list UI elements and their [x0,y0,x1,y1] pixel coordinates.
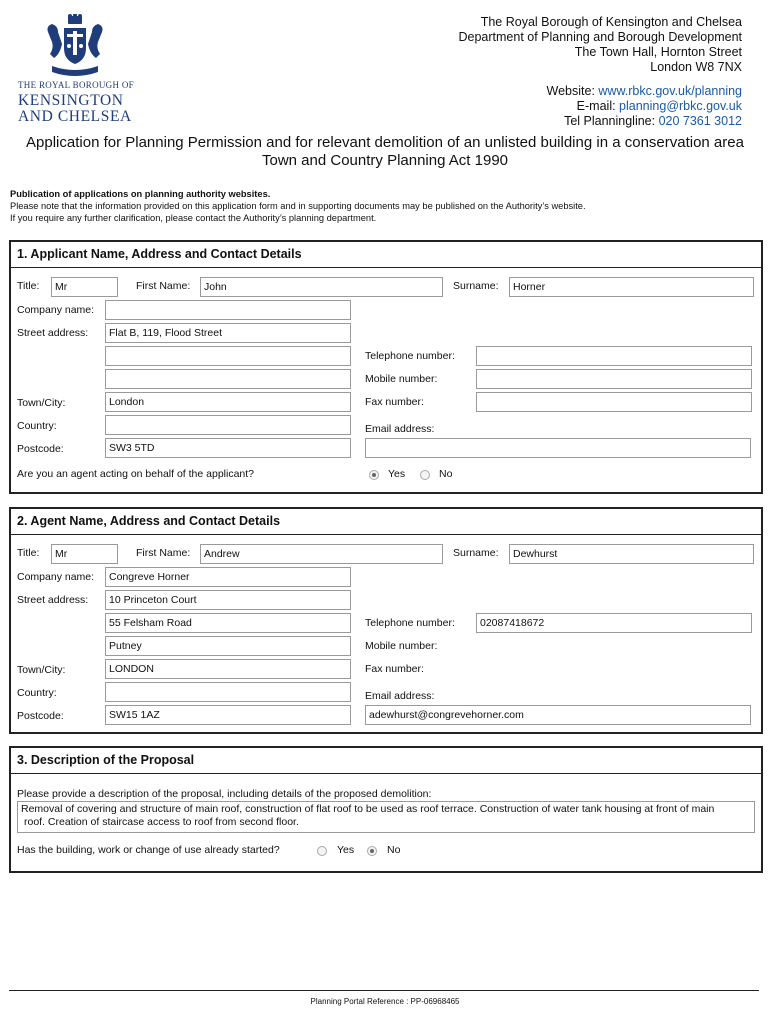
applicant-country-label: Country: [17,420,57,432]
agent-email-field[interactable]: adewhurst@congrevehorner.com [365,705,751,725]
tel-label: Tel Planningline: [564,114,659,128]
agent-yes-label: Yes [388,468,406,480]
address-line-4: London W8 7NX [650,60,742,74]
coat-of-arms-icon [44,14,106,80]
proposal-description-line-1: Removal of covering and structure of main roof, construction of flat roof to be used as roof terrace. Construction of water tank housing at front of main [21,803,715,815]
email-label: E-mail: [576,99,620,113]
applicant-title-field[interactable]: Mr [51,277,118,297]
form-title-line-1: Application for Planning Permission and for relevant demolition of an unlisted building in a conservation area [26,134,744,151]
council-contacts [547,84,742,129]
agent-town-label: Town/City: [17,664,66,676]
agent-company-label: Company name: [17,571,95,583]
agent-email-label: Email address: [365,690,435,702]
applicant-surname-label: Surname: [453,280,499,292]
logo-line-3: AND CHELSEA [18,108,132,125]
address-line-3: The Town Hall, Hornton Street [574,45,742,59]
website-link[interactable]: www.rbkc.gov.uk/planning [598,84,742,98]
agent-street-field-1[interactable]: 10 Princeton Court [105,590,351,610]
address-line-2: Department of Planning and Borough Development [458,30,742,44]
started-yes-radio[interactable] [317,846,327,856]
agent-first-name-label: First Name: [136,547,191,559]
applicant-fax-field[interactable] [476,392,752,412]
agent-question: Are you an agent acting on behalf of the applicant? [17,468,255,480]
footer-divider [9,990,759,991]
agent-telephone-field[interactable]: 02087418672 [476,613,752,633]
agent-surname-label: Surname: [453,547,499,559]
applicant-street-field-3[interactable] [105,369,351,389]
section-proposal [9,746,763,873]
publication-notice [10,188,586,224]
started-yes-label: Yes [337,844,355,856]
notice-line-2: If you require any further clarification, please contact the Authority’s planning department. [10,213,377,223]
email-link[interactable]: planning@rbkc.gov.uk [619,99,742,113]
website-label: Website: [546,84,599,98]
started-question: Has the building, work or change of use already started? [17,844,280,856]
agent-street-field-2[interactable]: 55 Felsham Road [105,613,351,633]
agent-mobile-label: Mobile number: [365,640,438,652]
logo-line-1: THE ROYAL BOROUGH OF [18,80,134,90]
logo-line-2: KENSINGTON [18,92,124,109]
agent-street-label: Street address: [17,594,89,606]
applicant-postcode-label: Postcode: [17,443,64,455]
applicant-town-label: Town/City: [17,397,66,409]
notice-heading: Publication of applications on planning authority websites. [10,189,271,199]
section-3-title: 3. Description of the Proposal [17,753,195,767]
agent-surname-field[interactable]: Dewhurst [509,544,754,564]
applicant-email-field[interactable] [365,438,751,458]
website-row [547,84,742,99]
applicant-country-field[interactable] [105,415,351,435]
applicant-street-field-2[interactable] [105,346,351,366]
section-agent [9,507,763,734]
agent-company-field[interactable]: Congreve Horner [105,567,351,587]
agent-first-name-field[interactable]: Andrew [200,544,443,564]
agent-fax-label: Fax number: [365,663,424,675]
applicant-town-field[interactable]: London [105,392,351,412]
agent-postcode-label: Postcode: [17,710,64,722]
applicant-company-field[interactable] [105,300,351,320]
applicant-postcode-field[interactable]: SW3 5TD [105,438,351,458]
section-2-header [11,509,761,535]
applicant-street-field-1[interactable]: Flat B, 119, Flood Street [105,323,351,343]
council-logo [14,14,132,124]
applicant-street-label: Street address: [17,327,89,339]
applicant-telephone-field[interactable] [476,346,752,366]
applicant-company-label: Company name: [17,304,95,316]
started-no-label: No [387,844,401,856]
applicant-email-label: Email address: [365,423,435,435]
proposal-description-field[interactable] [17,801,755,833]
address-line-1: The Royal Borough of Kensington and Chelsea [480,15,742,29]
email-row [547,99,742,114]
applicant-mobile-label: Mobile number: [365,373,438,385]
form-title [0,134,770,170]
council-address [458,15,742,75]
agent-yes-radio[interactable] [369,470,379,480]
tel-link[interactable]: 020 7361 3012 [658,114,742,128]
applicant-fax-label: Fax number: [365,396,424,408]
applicant-title-label: Title: [17,280,40,292]
started-no-radio[interactable] [367,846,377,856]
applicant-surname-field[interactable]: Horner [509,277,754,297]
section-2-title: 2. Agent Name, Address and Contact Details [17,514,281,528]
agent-title-field[interactable]: Mr [51,544,118,564]
section-3-header [11,748,761,774]
agent-no-label: No [439,468,453,480]
applicant-mobile-field[interactable] [476,369,752,389]
planning-portal-reference: Planning Portal Reference : PP-06968465 [310,997,460,1006]
proposal-prompt: Please provide a description of the proposal, including details of the proposed demolition: [17,788,432,800]
agent-country-label: Country: [17,687,57,699]
section-applicant [9,240,763,494]
applicant-first-name-field[interactable]: John [200,277,443,297]
agent-no-radio[interactable] [420,470,430,480]
agent-postcode-field[interactable]: SW15 1AZ [105,705,351,725]
notice-line-1: Please note that the information provided on this application form and in supporting documents may be published on the Authority’s website. [10,201,586,211]
agent-title-label: Title: [17,547,40,559]
agent-country-field[interactable] [105,682,351,702]
applicant-first-name-label: First Name: [136,280,191,292]
agent-telephone-label: Telephone number: [365,617,455,629]
tel-row [547,114,742,129]
applicant-telephone-label: Telephone number: [365,350,455,362]
agent-street-field-3[interactable]: Putney [105,636,351,656]
form-title-line-2: Town and Country Planning Act 1990 [262,152,508,169]
proposal-description-line-2: roof. Creation of staircase access to roof from second floor. [24,816,299,828]
section-1-title: 1. Applicant Name, Address and Contact Details [17,247,302,261]
agent-town-field[interactable]: LONDON [105,659,351,679]
section-1-header [11,242,761,268]
